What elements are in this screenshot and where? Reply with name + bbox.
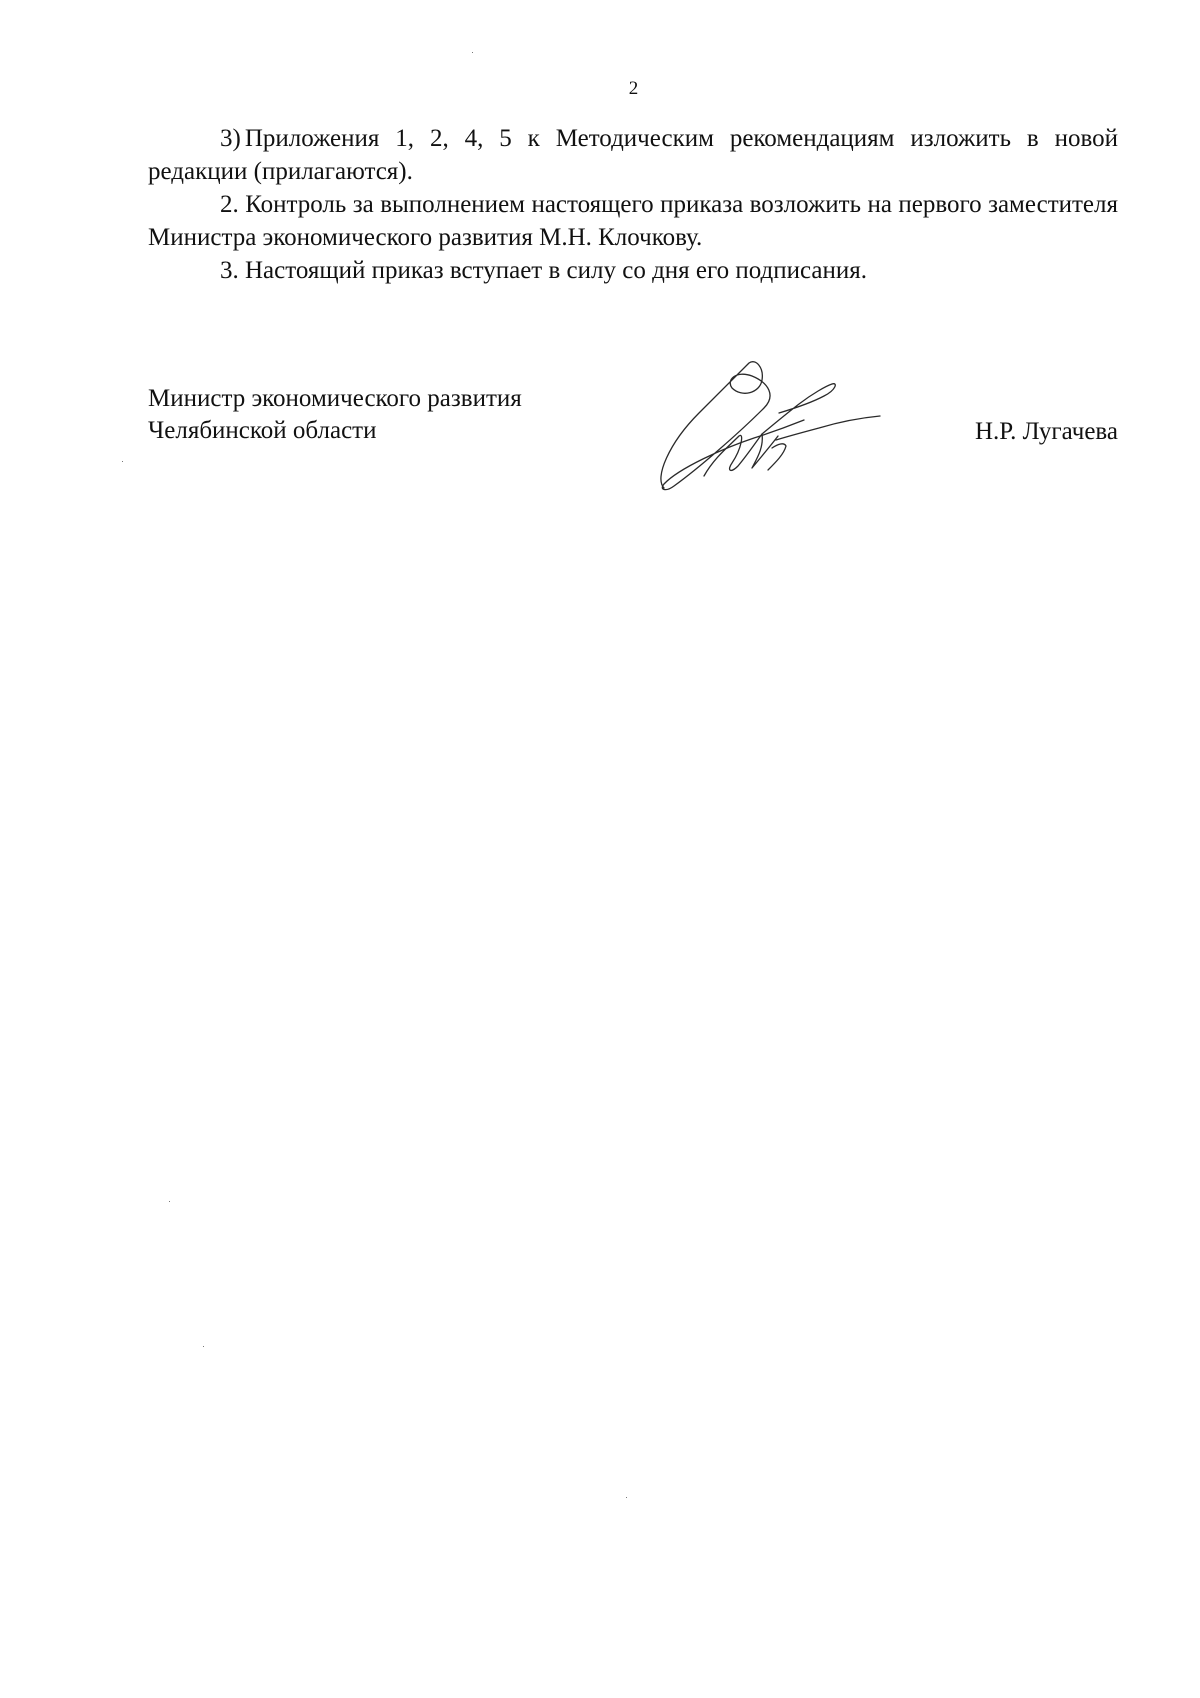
paragraph-text: 3. Настоящий приказ вступает в силу со дня его подписания. [220, 257, 868, 284]
paragraph-effective-date [148, 254, 1118, 287]
signatory-region-line: Челябинской области [148, 417, 377, 444]
signatory-position [148, 383, 522, 447]
scan-speck [472, 52, 473, 53]
page-number: 2 [628, 78, 639, 99]
paragraph-control [148, 188, 1118, 254]
signatory-position-line: Министр экономического развития [148, 385, 522, 412]
paragraph-item-3 [148, 122, 1118, 188]
handwritten-signature [644, 358, 884, 498]
paragraph-item-number: 3) [220, 125, 241, 152]
document-body [148, 122, 1118, 287]
scan-speck [203, 1346, 204, 1347]
scan-speck [169, 1201, 170, 1202]
scan-speck [122, 461, 123, 462]
signer-name: Н.Р. Лугачева [974, 418, 1118, 445]
paragraph-text: Приложения 1, 2, 4, 5 к Методическим рекомендациям изложить в новой редакции (прилагаются). [148, 125, 1118, 185]
scan-speck [626, 1497, 627, 1498]
paragraph-text: 2. Контроль за выполнением настоящего приказа возложить на первого заместителя Министра экономического развития М.Н. Клочкову. [148, 191, 1118, 251]
